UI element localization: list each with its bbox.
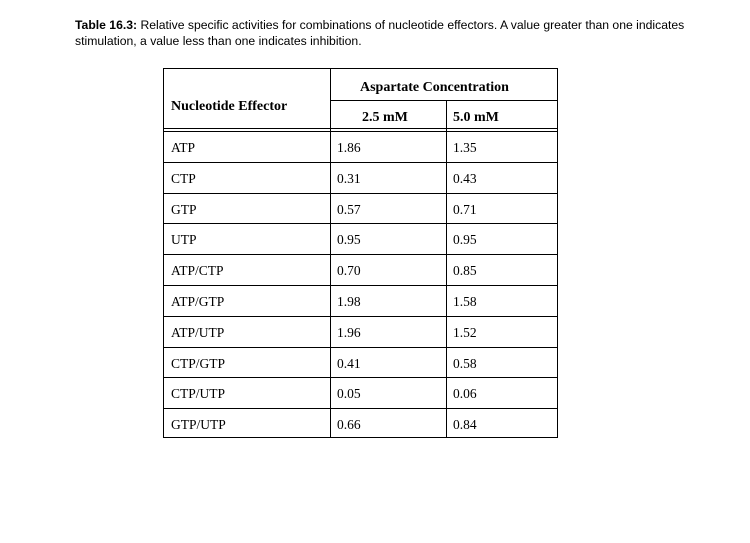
effector-cell: ATP/GTP	[171, 294, 225, 309]
value-cell-2-5mm: 0.31	[337, 171, 361, 186]
value-cell-5-0mm: 0.58	[453, 356, 477, 371]
value-cell-2-5mm: 0.41	[337, 356, 361, 371]
effector-cell: UTP	[171, 232, 197, 247]
effector-cell: GTP	[171, 202, 197, 217]
column-header-2-5mm: 2.5 mM	[362, 110, 408, 125]
value-cell-5-0mm: 1.35	[453, 140, 477, 155]
table-caption	[75, 18, 715, 49]
column-header-5-0mm: 5.0 mM	[453, 110, 499, 125]
row-divider	[163, 316, 558, 317]
row-divider	[163, 347, 558, 348]
row-divider	[163, 223, 558, 224]
value-cell-2-5mm: 0.57	[337, 202, 361, 217]
header-bottom-line	[163, 128, 558, 129]
header-divider	[330, 100, 558, 101]
value-cell-5-0mm: 0.43	[453, 171, 477, 186]
row-divider	[163, 193, 558, 194]
column-divider	[330, 68, 331, 438]
effector-cell: CTP	[171, 171, 196, 186]
value-cell-5-0mm: 0.84	[453, 417, 477, 432]
column-divider	[446, 100, 447, 438]
effector-cell: ATP/CTP	[171, 263, 224, 278]
value-cell-5-0mm: 0.95	[453, 232, 477, 247]
row-divider	[163, 377, 558, 378]
caption-label: Table 16.3:	[75, 18, 138, 32]
row-divider	[163, 408, 558, 409]
row-divider	[163, 162, 558, 163]
effector-cell: ATP/UTP	[171, 325, 225, 340]
effector-cell: CTP/GTP	[171, 356, 226, 371]
value-cell-2-5mm: 1.86	[337, 140, 361, 155]
value-cell-5-0mm: 0.85	[453, 263, 477, 278]
group-header: Aspartate Concentration	[360, 80, 509, 95]
value-cell-2-5mm: 1.98	[337, 294, 361, 309]
header-bottom-line-double	[163, 131, 558, 132]
value-cell-2-5mm: 0.70	[337, 263, 361, 278]
value-cell-5-0mm: 0.71	[453, 202, 477, 217]
row-divider	[163, 285, 558, 286]
value-cell-5-0mm: 1.52	[453, 325, 477, 340]
value-cell-2-5mm: 0.66	[337, 417, 361, 432]
value-cell-5-0mm: 1.58	[453, 294, 477, 309]
effector-cell: ATP	[171, 140, 196, 155]
value-cell-5-0mm: 0.06	[453, 386, 477, 401]
effector-cell: CTP/UTP	[171, 386, 226, 401]
effector-cell: GTP/UTP	[171, 417, 226, 432]
caption-text: Relative specific activities for combinations of nucleotide effectors. A value greater than one indicates stimulation, a value less than one indicates inhibition.	[75, 18, 685, 48]
value-cell-2-5mm: 0.95	[337, 232, 361, 247]
value-cell-2-5mm: 0.05	[337, 386, 361, 401]
row-divider	[163, 254, 558, 255]
row-header: Nucleotide Effector	[171, 99, 288, 114]
value-cell-2-5mm: 1.96	[337, 325, 361, 340]
